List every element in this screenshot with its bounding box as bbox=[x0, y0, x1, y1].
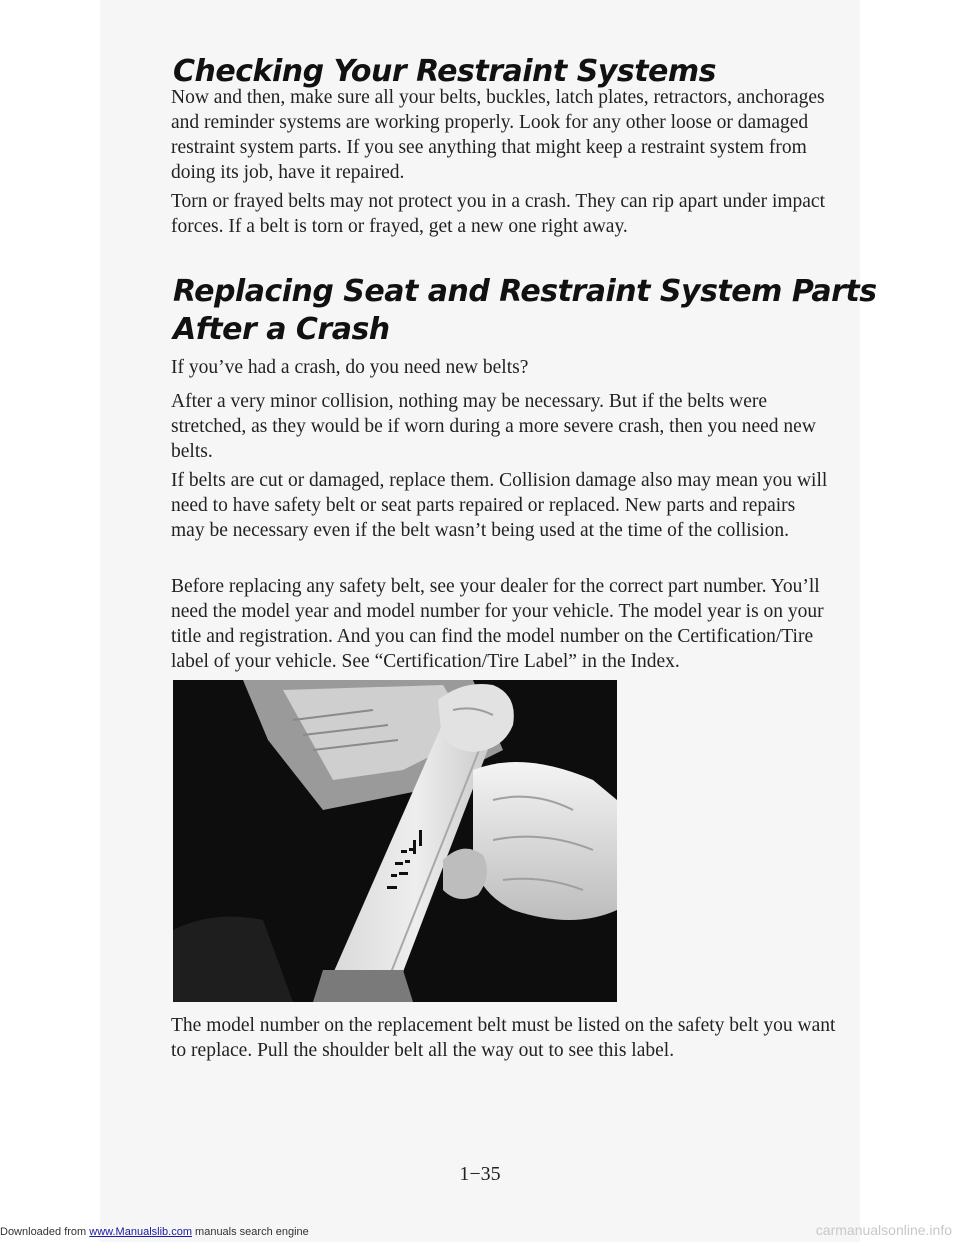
paragraph-crash-question: If you’ve had a crash, do you need new belts? bbox=[171, 357, 529, 378]
paragraph-torn-belts: Torn or frayed belts may not protect you in a crash. They can rip apart under impact forces. If a belt is torn or frayed, get a new one right away. bbox=[171, 191, 826, 237]
photo-caption: The model number on the replacement belt must be listed on the safety belt you want to replace. Pull the shoulder belt all the way out to see this label. bbox=[171, 1015, 836, 1061]
section-heading-replacing-line1: Replacing Seat and Restraint System Parts bbox=[173, 274, 877, 309]
watermark-text: carmanualsonline.info bbox=[815, 1222, 952, 1238]
manualslib-link[interactable]: www.Manualslib.com bbox=[89, 1226, 192, 1238]
paragraph-part-number: Before replacing any safety belt, see your dealer for the correct part number. You’ll need the model year and model number for your vehicle. The model year is on your title and registration. And you can find the model number on the Certification/Tire label of your vehicle. See “Certification/Tire Label” in the Index. bbox=[171, 576, 824, 672]
safety-belt-label-photo bbox=[173, 680, 617, 1002]
section-heading-checking: Checking Your Restraint Systems bbox=[173, 54, 717, 89]
paragraph-minor-collision: After a very minor collision, nothing may be necessary. But if the belts were stretched, as they would be if worn during a more severe crash, then you need new belts. bbox=[171, 391, 816, 462]
download-footer bbox=[0, 1226, 309, 1238]
footer-suffix: manuals search engine bbox=[191, 1226, 309, 1238]
belt-label-illustration bbox=[173, 680, 617, 1002]
footer-prefix: Downloaded from bbox=[0, 1226, 90, 1238]
section-heading-replacing-line2: After a Crash bbox=[173, 312, 390, 347]
paragraph-check-parts: Now and then, make sure all your belts, buckles, latch plates, retractors, anchorages and reminder systems are working properly. Look for any other loose or damaged restraint system parts. If you see anything that might keep a restraint system from doing its job, have it repaired. bbox=[171, 87, 825, 183]
page-number: 1−35 bbox=[459, 1163, 501, 1185]
paragraph-cut-damaged: If belts are cut or damaged, replace them. Collision damage also may mean you will need to have safety belt or seat parts repaired or replaced. New parts and repairs may be necessary even if the belt wasn’t being used at the time of the collision. bbox=[171, 470, 828, 541]
